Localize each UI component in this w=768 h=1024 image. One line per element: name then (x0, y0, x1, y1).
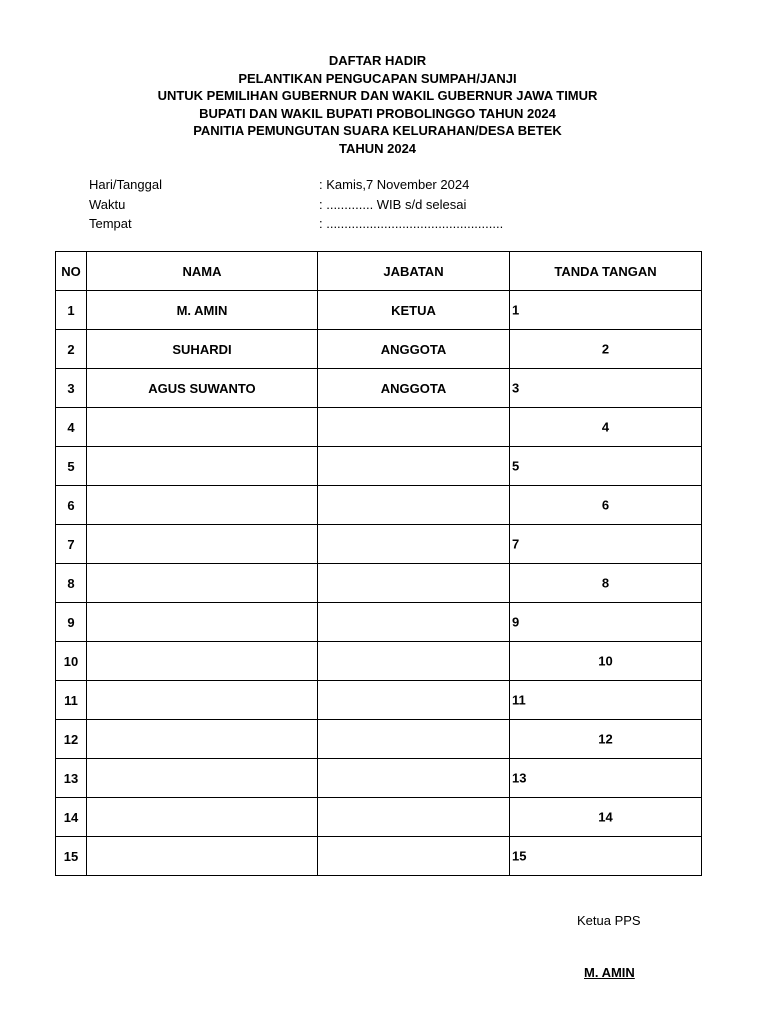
header-nama: NAMA (87, 252, 318, 291)
table-row (56, 720, 702, 759)
table-row (56, 330, 702, 369)
row-no: 7 (56, 525, 87, 564)
table-row (56, 759, 702, 798)
row-jabatan (318, 408, 510, 447)
row-tanda-tangan (510, 759, 702, 798)
table-row (56, 681, 702, 720)
signature-number: 11 (512, 692, 526, 708)
row-jabatan: ANGGOTA (318, 330, 510, 369)
row-nama (87, 759, 318, 798)
row-tanda-tangan (510, 291, 702, 330)
row-tanda-tangan (510, 369, 702, 408)
row-jabatan (318, 798, 510, 837)
row-jabatan: ANGGOTA (318, 369, 510, 408)
row-nama (87, 525, 318, 564)
row-tanda-tangan (510, 525, 702, 564)
row-jabatan (318, 486, 510, 525)
row-jabatan (318, 759, 510, 798)
row-tanda-tangan (510, 447, 702, 486)
title-line: PELANTIKAN PENGUCAPAN SUMPAH/JANJI (238, 70, 517, 86)
table-row (56, 798, 702, 837)
row-tanda-tangan (510, 837, 702, 876)
ketua-name: M. AMIN (584, 965, 635, 980)
row-no: 13 (56, 759, 87, 798)
row-tanda-tangan (510, 330, 702, 369)
row-tanda-tangan (510, 603, 702, 642)
row-nama (87, 681, 318, 720)
signature-number: 7 (512, 536, 520, 552)
row-jabatan (318, 642, 510, 681)
title-line: TAHUN 2024 (338, 140, 417, 156)
row-no: 14 (56, 798, 87, 837)
row-no: 3 (56, 369, 87, 408)
signature-number: 4 (601, 419, 610, 435)
table-row (56, 642, 702, 681)
row-no: 8 (56, 564, 87, 603)
signature-number: 5 (512, 458, 520, 474)
row-no: 10 (56, 642, 87, 681)
row-no: 1 (56, 291, 87, 330)
row-jabatan: KETUA (318, 291, 510, 330)
row-tanda-tangan (510, 564, 702, 603)
row-nama (87, 564, 318, 603)
row-tanda-tangan (510, 681, 702, 720)
signature-number: 2 (601, 341, 610, 357)
signature-number: 12 (598, 731, 613, 747)
row-nama (87, 603, 318, 642)
title-line: BUPATI DAN WAKIL BUPATI PROBOLINGGO TAHUN 2024 (199, 105, 556, 121)
row-tanda-tangan (510, 486, 702, 525)
signature-number: 1 (512, 302, 520, 318)
table-row (56, 408, 702, 447)
waktu-label: Waktu (89, 196, 126, 212)
row-jabatan (318, 837, 510, 876)
tempat-value: : ................................................. (319, 216, 504, 232)
table-row (56, 564, 702, 603)
row-jabatan (318, 681, 510, 720)
document-title (0, 52, 755, 158)
row-no: 15 (56, 837, 87, 876)
row-nama: SUHARDI (87, 330, 318, 369)
table-row (56, 486, 702, 525)
tempat-label: Tempat (89, 216, 132, 232)
title-line: UNTUK PEMILIHAN GUBERNUR DAN WAKIL GUBERNUR JAWA TIMUR (157, 88, 598, 104)
table-row (56, 447, 702, 486)
row-no: 12 (56, 720, 87, 759)
title-line: DAFTAR HADIR (328, 53, 427, 68)
row-nama: M. AMIN (87, 291, 318, 330)
signature-number: 9 (512, 614, 520, 630)
table-row (56, 837, 702, 876)
row-jabatan (318, 603, 510, 642)
signature-number: 3 (512, 380, 520, 396)
row-tanda-tangan (510, 408, 702, 447)
header-no: NO (56, 252, 87, 291)
row-nama (87, 486, 318, 525)
row-nama (87, 447, 318, 486)
row-nama (87, 408, 318, 447)
row-jabatan (318, 564, 510, 603)
row-no: 4 (56, 408, 87, 447)
row-tanda-tangan (510, 720, 702, 759)
signature-number: 8 (601, 575, 610, 591)
hari-label: Hari/Tanggal (89, 177, 162, 192)
row-no: 9 (56, 603, 87, 642)
signature-number: 10 (598, 653, 613, 669)
row-nama (87, 642, 318, 681)
row-tanda-tangan (510, 798, 702, 837)
row-no: 2 (56, 330, 87, 369)
row-jabatan (318, 720, 510, 759)
row-jabatan (318, 447, 510, 486)
table-header-row (56, 252, 702, 291)
row-nama (87, 837, 318, 876)
ketua-label: Ketua PPS (577, 913, 641, 928)
table-row (56, 291, 702, 330)
signature-number: 6 (601, 497, 610, 513)
row-nama: AGUS SUWANTO (87, 369, 318, 408)
row-jabatan (318, 525, 510, 564)
row-no: 5 (56, 447, 87, 486)
waktu-value: : ............. WIB s/d selesai (319, 196, 467, 212)
table-row (56, 603, 702, 642)
title-line: PANITIA PEMUNGUTAN SUARA KELURAHAN/DESA BETEK (193, 123, 562, 139)
signature-number: 15 (512, 848, 527, 864)
signature-number: 13 (512, 770, 527, 786)
row-no: 6 (56, 486, 87, 525)
header-tanda-tangan: TANDA TANGAN (510, 252, 702, 291)
row-nama (87, 798, 318, 837)
table-row (56, 369, 702, 408)
row-tanda-tangan (510, 642, 702, 681)
table-row (56, 525, 702, 564)
row-no: 11 (56, 681, 87, 720)
hari-value: : Kamis,7 November 2024 (319, 177, 470, 192)
attendance-table (55, 251, 702, 876)
row-nama (87, 720, 318, 759)
signature-number: 14 (598, 809, 613, 825)
header-jabatan: JABATAN (318, 252, 510, 291)
